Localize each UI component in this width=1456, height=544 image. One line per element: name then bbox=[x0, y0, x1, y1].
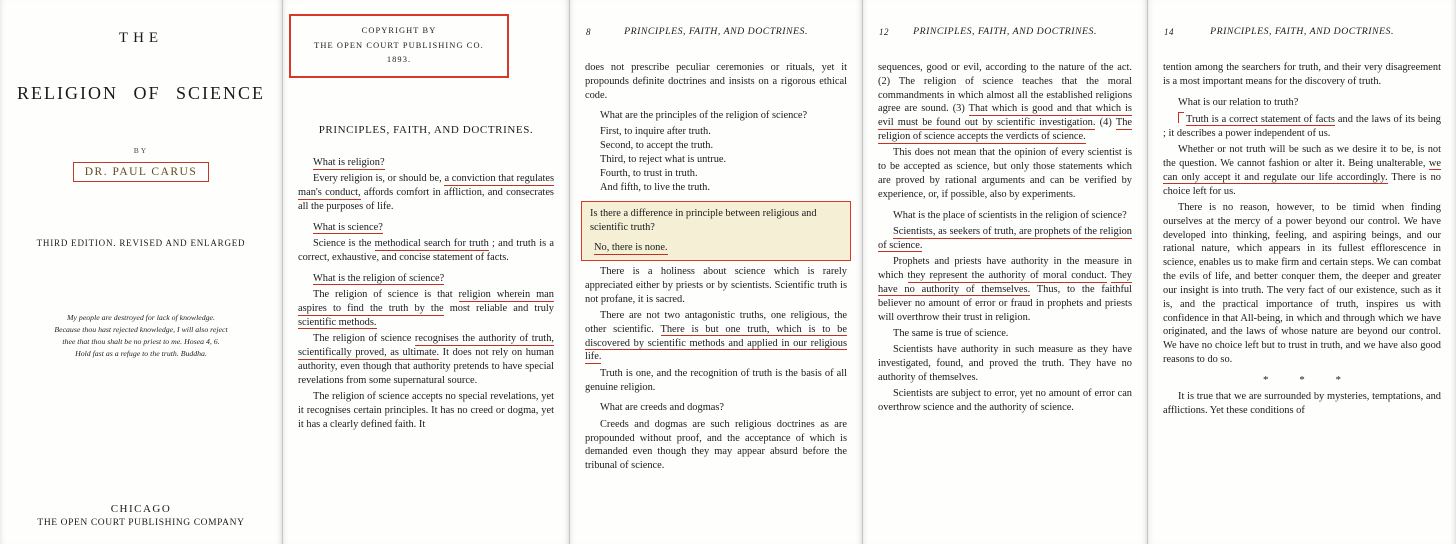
chapter-heading: PRINCIPLES, FAITH, AND DOCTRINES. bbox=[318, 124, 534, 137]
text-run: ; and truth is a correct, exhaustive, and concise statement of facts. bbox=[298, 238, 555, 264]
page14-text bbox=[1148, 61, 1456, 418]
question: What are creeds and dogmas? bbox=[600, 402, 725, 414]
text-run: Thus, to the faithful believer no amount of error or fraud in prophets and priests will overthrow their trust in religion. bbox=[878, 283, 1132, 323]
red-underlined-text: Truth is a correct statement of facts bbox=[1186, 113, 1335, 125]
city-label: CHICAGO bbox=[110, 503, 172, 515]
text-run: affords comfort in affliction, and consecrates all the purposes of life. bbox=[298, 187, 554, 213]
running-head bbox=[1164, 26, 1440, 41]
question bbox=[298, 221, 554, 235]
list-item: Third, to reject what is untrue. bbox=[600, 153, 727, 165]
question bbox=[298, 272, 554, 286]
paragraph bbox=[585, 309, 847, 364]
red-underlined-text: a conviction that regulates man's conduct, bbox=[298, 173, 554, 199]
copyright-line: 1893. bbox=[386, 55, 412, 65]
red-underlined-text: scientific methods. bbox=[298, 316, 377, 328]
author-name: DR. PAUL CARUS bbox=[84, 166, 198, 178]
running-head bbox=[586, 26, 846, 41]
epigraph-line: My people are destroyed for lack of knowledge. bbox=[67, 313, 215, 322]
paragraph: This does not mean that the opinion of every scientist is to be accepted as science, but only those statements which are proved by rational arguments and can be verified by experience, or, if possible, also by experiments. bbox=[878, 147, 1132, 200]
running-head-title: PRINCIPLES, FAITH, AND DOCTRINES. bbox=[1210, 26, 1394, 37]
red-underlined-text: Scientists, as seekers of truth, are prophets of the religion of science. bbox=[878, 226, 1132, 251]
asterisk-separator: * * * bbox=[1263, 373, 1341, 386]
highlight-answer bbox=[590, 241, 842, 255]
highlight-box bbox=[581, 201, 851, 260]
page-number: 14 bbox=[1164, 27, 1174, 37]
text-run: most reliable and truly bbox=[443, 303, 554, 315]
list-item: First, to inquire after truth. bbox=[600, 126, 711, 138]
publisher-label: THE OPEN COURT PUBLISHING COMPANY bbox=[37, 518, 245, 528]
list-item: Second, to accept the truth. bbox=[600, 140, 714, 152]
paragraph: There is a holiness about science which is rarely appreciated either by priests or by scientists. Scientific truth is not profane, it is sacred. bbox=[585, 265, 847, 305]
red-underlined-text: recognises the authority of truth, scientifically proved, as ultimate. bbox=[298, 333, 554, 359]
page8-text bbox=[570, 61, 862, 473]
red-underlined-text: we can only accept it and regulate our life accordingly. bbox=[1163, 157, 1441, 183]
paragraph bbox=[298, 288, 554, 329]
copyright-line: COPYRIGHT BY bbox=[361, 26, 437, 35]
epigraph-line: Hold fast as a refuge to the truth. Buddha. bbox=[75, 349, 207, 359]
paragraph: There is no reason, however, to be timid when finding ourselves at the mercy of a power beyond our control. We have developed into thinking, feeling, and aspiring beings, and our rational nature, which appears in its fullest efflorescence in science, enables us to make firm and certain steps. We can combat the evils of life, and better conquer them, the deeper and greater our insight is into truth. The very fact of our existence, such as it is, and the practical importance of truth, inspires us with confidence in that All-being, in which and through which we have originated, and the laws of whose nature are beyond our control. We have no choice left but to trust in truth, and we have also good reasons to do so. bbox=[1163, 201, 1441, 366]
text-run: sequences, good or evil, according to the nature of the act. (2) The religion of science teaches that the moral commandments in which almost all the established religions agree are sound. (3) bbox=[878, 62, 1132, 115]
paragraph: The same is true of science. bbox=[893, 327, 1009, 339]
text-run: There are not two antagonistic truths, one religious, the other scientific. bbox=[585, 309, 847, 335]
running-head-title: PRINCIPLES, FAITH, AND DOCTRINES. bbox=[913, 26, 1097, 37]
red-underlined-text: they represent the authority of moral conduct. bbox=[907, 270, 1107, 282]
running-head-title: PRINCIPLES, FAITH, AND DOCTRINES. bbox=[624, 26, 808, 37]
paragraph: tention among the searchers for truth, and their very disagreement is a most important means for the discovery of truth. bbox=[1163, 62, 1441, 87]
highlight-question: Is there a difference in principle between religious and scientific truth? bbox=[590, 208, 817, 234]
red-underlined-text: That which is good and that which is evil must be found out by scientific investigation. bbox=[878, 103, 1132, 129]
question: What is the place of scientists in the religion of science? bbox=[893, 209, 1127, 221]
text-run: The religion of science is that bbox=[313, 289, 459, 301]
question: What are the principles of the religion of science? bbox=[600, 110, 808, 122]
paragraph bbox=[878, 255, 1132, 324]
copyright-and-first-page bbox=[283, 0, 570, 544]
text-run: Prophets and priests have authority in the measure in which bbox=[878, 256, 1132, 282]
by-label: BY bbox=[133, 146, 149, 155]
list-item: Fourth, to trust in truth. bbox=[600, 167, 698, 179]
paragraph: does not prescribe peculiar ceremonies or rituals, yet it propounds definite doctrines and insists on a rigorous ethical code. bbox=[585, 62, 847, 101]
paragraph bbox=[878, 61, 1132, 144]
text-run: It does not rely on human authority, even though that authority pretends to have special revelations from some supernatural source. bbox=[298, 347, 554, 386]
imprint-block bbox=[0, 503, 282, 528]
paragraph bbox=[878, 225, 1132, 253]
principles-list bbox=[585, 125, 847, 194]
paragraph: Truth is one, and the recognition of truth is the basis of all genuine religion. bbox=[585, 367, 847, 393]
paragraph bbox=[1163, 143, 1441, 198]
page-12 bbox=[863, 0, 1148, 544]
red-underlined-text: The religion of science accepts the verdicts of science. bbox=[878, 117, 1132, 143]
red-underlined-text: religion wherein man aspires to find the truth by the bbox=[298, 289, 554, 315]
epigraph bbox=[0, 312, 282, 360]
text-run: There is no choice left for us. bbox=[1163, 171, 1442, 197]
copyright-line: THE OPEN COURT PUBLISHING CO. bbox=[314, 40, 484, 50]
text-run: (4) bbox=[1095, 117, 1116, 129]
paragraph: Creeds and dogmas are such religious doctrines as are propounded without proof, and the acceptance of which is demanded even though they may appear absurd before the tribunal of science. bbox=[585, 418, 847, 472]
paragraph: Scientists have authority in such measure as they have investigated, found, and proved the truth. They have no authority of themselves. bbox=[878, 344, 1132, 383]
the-label: THE bbox=[118, 30, 164, 46]
running-head bbox=[879, 26, 1131, 41]
paragraph bbox=[298, 172, 554, 213]
red-underlined-text: They have no authority of themselves. bbox=[878, 270, 1132, 295]
text-run: Whether or not truth will be such as we desire it to be, is not the question. We cannot fashion or alter it. Being unalterable, bbox=[1163, 144, 1441, 169]
red-underlined-text: What is science? bbox=[313, 221, 383, 233]
list-item: And fifth, to live the truth. bbox=[600, 181, 710, 193]
paragraph bbox=[298, 332, 554, 387]
paragraph bbox=[298, 237, 554, 265]
red-bracket-annotation bbox=[1178, 112, 1184, 123]
text-run: Every religion is, or should be, bbox=[313, 173, 445, 185]
copyright-box bbox=[289, 14, 509, 78]
page-8 bbox=[570, 0, 863, 544]
author-box-row bbox=[0, 155, 282, 182]
text-run: and the laws of its being ; it describes a power independent of us. bbox=[1163, 113, 1441, 139]
author-name-box bbox=[73, 162, 210, 182]
red-underlined-text: There is but one truth, which is to be discovered by scientific methods and applied in our religious life. bbox=[585, 323, 847, 363]
title-page bbox=[0, 0, 283, 544]
page-number: 8 bbox=[586, 27, 591, 37]
red-underlined-text: What is religion? bbox=[313, 157, 385, 169]
paragraph bbox=[1163, 112, 1441, 141]
red-underlined-text: What is the religion of science? bbox=[313, 272, 445, 284]
text-run: Science is the bbox=[313, 238, 375, 250]
question: What is our relation to truth? bbox=[1178, 96, 1299, 108]
text-run: The religion of science bbox=[313, 333, 415, 345]
epigraph-line: Because thou hast rejected knowledge, I will also reject bbox=[54, 325, 228, 335]
page2-text bbox=[283, 156, 569, 431]
edition-line: THIRD EDITION. REVISED AND ENLARGED bbox=[36, 238, 246, 248]
red-underlined-text: methodical search for truth bbox=[374, 238, 489, 250]
page12-text bbox=[863, 61, 1147, 415]
epigraph-line: thee that thou shalt be no priest to me. Hosea 4, 6. bbox=[62, 337, 220, 347]
paragraph: The religion of science accepts no special revelations, yet it recognises certain principles. It has no creed or dogma, yet it has a clearly defined faith. It bbox=[298, 391, 554, 430]
question bbox=[298, 156, 554, 170]
book-title: RELIGION OF SCIENCE bbox=[17, 83, 265, 103]
page-number: 12 bbox=[879, 27, 889, 37]
red-underlined-text: No, there is none. bbox=[594, 242, 668, 254]
page-14 bbox=[1148, 0, 1456, 544]
paragraph: Scientists are subject to error, yet no amount of error can overthrow science and the authority of science. bbox=[878, 388, 1132, 414]
paragraph: It is true that we are surrounded by mysteries, temptations, and afflictions. Yet these conditions of bbox=[1163, 391, 1441, 416]
